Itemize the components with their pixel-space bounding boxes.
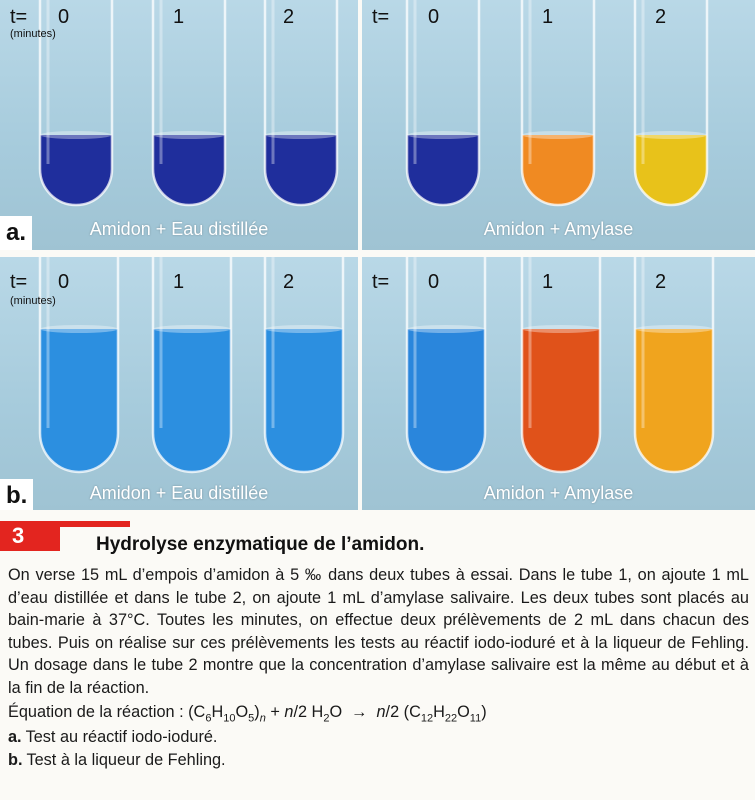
test-tube-2 — [265, 0, 337, 205]
panel-caption: Amidon + Eau distillée — [89, 483, 269, 503]
time-label: t= — [10, 271, 28, 293]
figure-number: 3 — [0, 521, 60, 551]
tube-liquid — [407, 329, 485, 472]
tube-meniscus — [40, 325, 118, 333]
minutes-label: (minutes) — [10, 295, 56, 307]
tubes-illustration — [362, 0, 755, 250]
tube-liquid — [40, 329, 118, 472]
tube-label-2: 2 — [283, 271, 295, 293]
figure-accent-bar — [60, 521, 130, 527]
photo-panel-b-water — [0, 257, 358, 510]
tube-meniscus — [522, 131, 594, 139]
equation-label: Équation de la réaction : — [8, 703, 184, 721]
test-tube-0 — [407, 257, 485, 472]
legend-letter: a. — [8, 728, 22, 746]
time-label: t= — [372, 6, 390, 28]
photo-panel-a-water — [0, 0, 358, 250]
panel-caption: Amidon + Amylase — [483, 483, 634, 503]
tube-label-1: 1 — [542, 271, 554, 293]
panel-letter: b. — [0, 479, 33, 510]
tube-label-2: 2 — [283, 6, 295, 28]
tube-meniscus — [153, 325, 231, 333]
tube-meniscus — [635, 325, 713, 333]
legend-item-b — [8, 751, 226, 770]
time-label: t= — [372, 271, 390, 293]
legend-text: Test à la liqueur de Fehling. — [26, 751, 226, 769]
tube-label-2: 2 — [655, 271, 667, 293]
panel-caption: Amidon + Amylase — [483, 219, 634, 239]
tube-liquid — [635, 329, 713, 472]
test-tube-0 — [407, 0, 479, 205]
tube-label-0: 0 — [428, 271, 440, 293]
legend-letter: b. — [8, 751, 23, 769]
equation-formula: $(C_6H_{10}O_5)_n + n/2$ $H_2O \to n/2$ $(C_{12}H_{22}O_{11})$ — [188, 703, 487, 725]
test-tube-0 — [40, 257, 118, 472]
tube-liquid — [265, 329, 343, 472]
legend-text: Test au réactif iodo-ioduré. — [25, 728, 218, 746]
test-tube-1 — [153, 257, 231, 472]
tube-label-1: 1 — [173, 6, 185, 28]
test-tube-2 — [265, 257, 343, 472]
test-tube-2 — [635, 257, 713, 472]
panel-letter: a. — [0, 216, 32, 250]
description-text: On verse 15 mL d’empois d’amidon à 5 ‰ dans deux tubes à essai. Dans le tube 1, on ajoute 1 mL d’eau distillée et dans le tube 2, on ajoute 1 mL d’amylase salivaire. Les deux tubes sont placés au bain-marie à 37°C. Toutes les minutes, on effectue deux prélèvements de 2 mL dans chacun des tubes. Puis on réalise sur ces prélèvements les tests au réactif iodo-ioduré et à la liqueur de Fehling. Un dosage dans le tube 2 montre que la concentration d’amylase salivaire est la même au début et à la fin de la réaction. — [8, 566, 749, 697]
tube-meniscus — [635, 131, 707, 139]
minutes-label: (minutes) — [10, 28, 56, 40]
figure-description — [8, 564, 749, 700]
tube-meniscus — [265, 325, 343, 333]
tube-label-1: 1 — [542, 6, 554, 28]
legend-item-a — [8, 728, 217, 747]
tube-label-0: 0 — [428, 6, 440, 28]
tube-meniscus — [407, 131, 479, 139]
tube-meniscus — [40, 131, 112, 139]
photo-panel-a-amylase — [362, 0, 755, 250]
test-tube-1 — [153, 0, 225, 205]
test-tube-2 — [635, 0, 707, 205]
tube-label-1: 1 — [173, 271, 185, 293]
panel-caption: Amidon + Eau distillée — [89, 219, 269, 239]
reaction-equation — [8, 703, 487, 724]
tube-label-2: 2 — [655, 6, 667, 28]
tube-label-0: 0 — [58, 271, 70, 293]
tube-liquid — [522, 329, 600, 472]
tubes-illustration — [362, 257, 755, 510]
tube-meniscus — [153, 131, 225, 139]
figure-title: Hydrolyse enzymatique de l’amidon. — [96, 534, 425, 555]
photo-panel-b-amylase — [362, 257, 755, 510]
test-tube-1 — [522, 0, 594, 205]
tube-meniscus — [265, 131, 337, 139]
tube-label-0: 0 — [58, 6, 70, 28]
test-tube-1 — [522, 257, 600, 472]
tube-liquid — [153, 329, 231, 472]
tube-meniscus — [407, 325, 485, 333]
tube-meniscus — [522, 325, 600, 333]
time-label: t= — [10, 6, 28, 28]
